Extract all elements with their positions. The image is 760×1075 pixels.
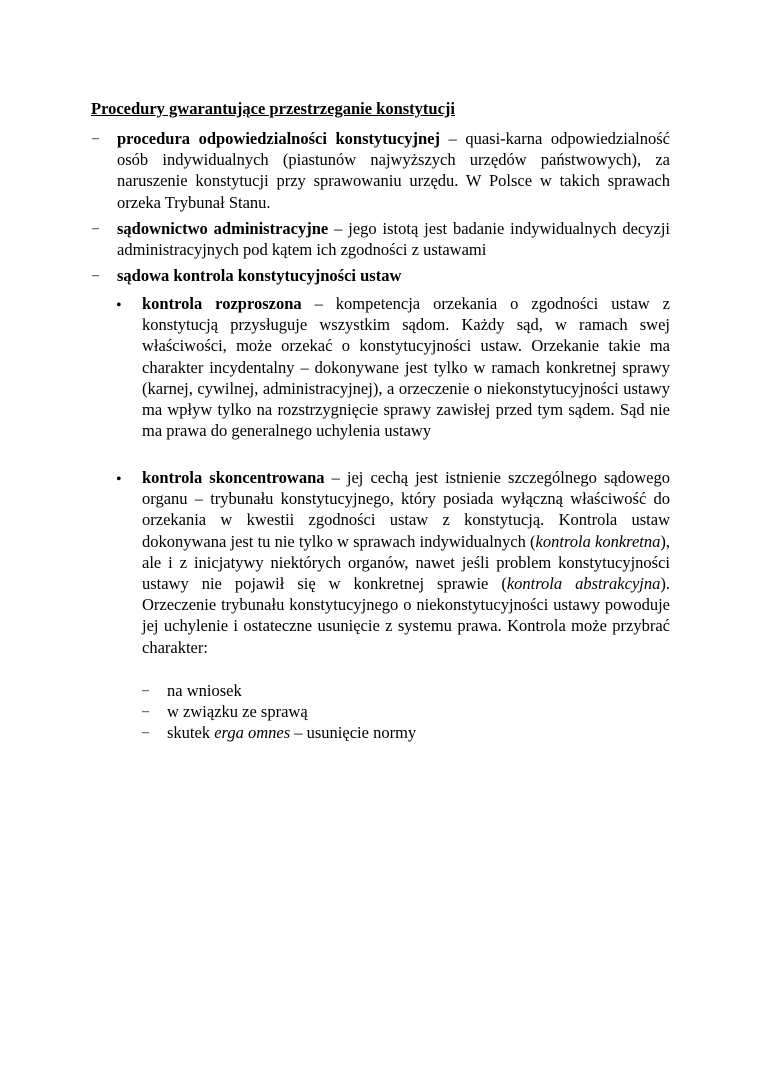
bullet-term: kontrola skoncentrowana — [142, 468, 325, 487]
dash-marker: – — [142, 683, 149, 698]
section-term: sądowa kontrola konstytucyjności ustaw — [117, 266, 402, 285]
bullet-italic: kontrola konkretna — [535, 531, 661, 551]
dash-marker: – — [92, 221, 99, 236]
dash-marker: – — [92, 131, 99, 146]
sub-item — [167, 722, 416, 743]
sub-item: w związku ze sprawą — [167, 702, 308, 721]
dash-marker: – — [142, 704, 149, 719]
bullet-text: ). Orzeczenie trybunału konstytucyjnego o niekonstytucyjności ustawy powoduje jej uchylenie i ostateczne usunięcie z systemu prawa. Kontrola może przybrać charakter: — [142, 574, 670, 657]
section-text: – quasi-karna odpowiedzialność osób indywidualnych (piastunów najwyższych urzędów państwowych), za naruszenie konstytucji przy sprawowaniu urzędu. W Polsce w takich sprawach orzeka Trybunał Stanu. — [117, 129, 670, 212]
bullet-italic: kontrola abstrakcyjna — [506, 574, 661, 594]
bullet-item — [142, 467, 670, 658]
section-text: – jego istotą jest badanie indywidualnych decyzji administracyjnych pod kątem ich zgodności z ustawami — [117, 219, 670, 260]
dash-marker: – — [92, 268, 99, 283]
dash-marker: – — [142, 725, 149, 740]
bullet-term: kontrola rozproszona — [142, 294, 302, 313]
sub-item-text: – usunięcie normy — [290, 723, 417, 742]
section-item — [117, 128, 670, 213]
bullet-marker: • — [116, 471, 122, 488]
document-title: Procedury gwarantujące przestrzeganie konstytucji — [91, 99, 455, 118]
section-term: procedura odpowiedzialności konstytucyjnej — [117, 129, 440, 148]
bullet-text: – jej cechą jest istnienie szczególnego sądowego organu – trybunału konstytucyjnego, który posiada wyłączną właściwość do orzekania w kwestii zgodności ustaw z konstytucją. Kontrola ustaw dokonywana jest tu nie tylko w sprawach indywidualnych ( — [142, 468, 670, 551]
sub-item-text: skutek — [167, 723, 215, 742]
sub-item-italic: erga omnes — [214, 723, 291, 742]
bullet-text: ), ale i z inicjatywy niektórych organów, nawet jeśli problem konstytucyjności ustawy nie pojawił się w konkretnej sprawie ( — [142, 531, 670, 594]
section-term: sądownictwo administracyjne — [117, 219, 329, 238]
section-item — [117, 265, 670, 286]
sub-item: na wniosek — [167, 681, 242, 700]
bullet-item — [142, 293, 670, 441]
section-item — [117, 218, 670, 260]
bullet-marker: • — [116, 297, 122, 314]
bullet-text: – kompetencja orzekania o zgodności ustaw z konstytucją przysługuje wszystkim sądom. Każdy sąd, w ramach swej właściwości, może orzekać o konstytucyjności ustaw. Orzekanie takie ma charakter incydentalny – dokonywane jest tylko w ramach konkretnej sprawy (karnej, cywilnej, administracyjnej), a orzeczenie o niekonstytucyjności ustawy ma wpływ tylko na rozstrzygnięcie sprawy zawisłej przed tym sądem. Sąd nie ma prawa do generalnego uchylenia ustawy — [142, 294, 670, 441]
